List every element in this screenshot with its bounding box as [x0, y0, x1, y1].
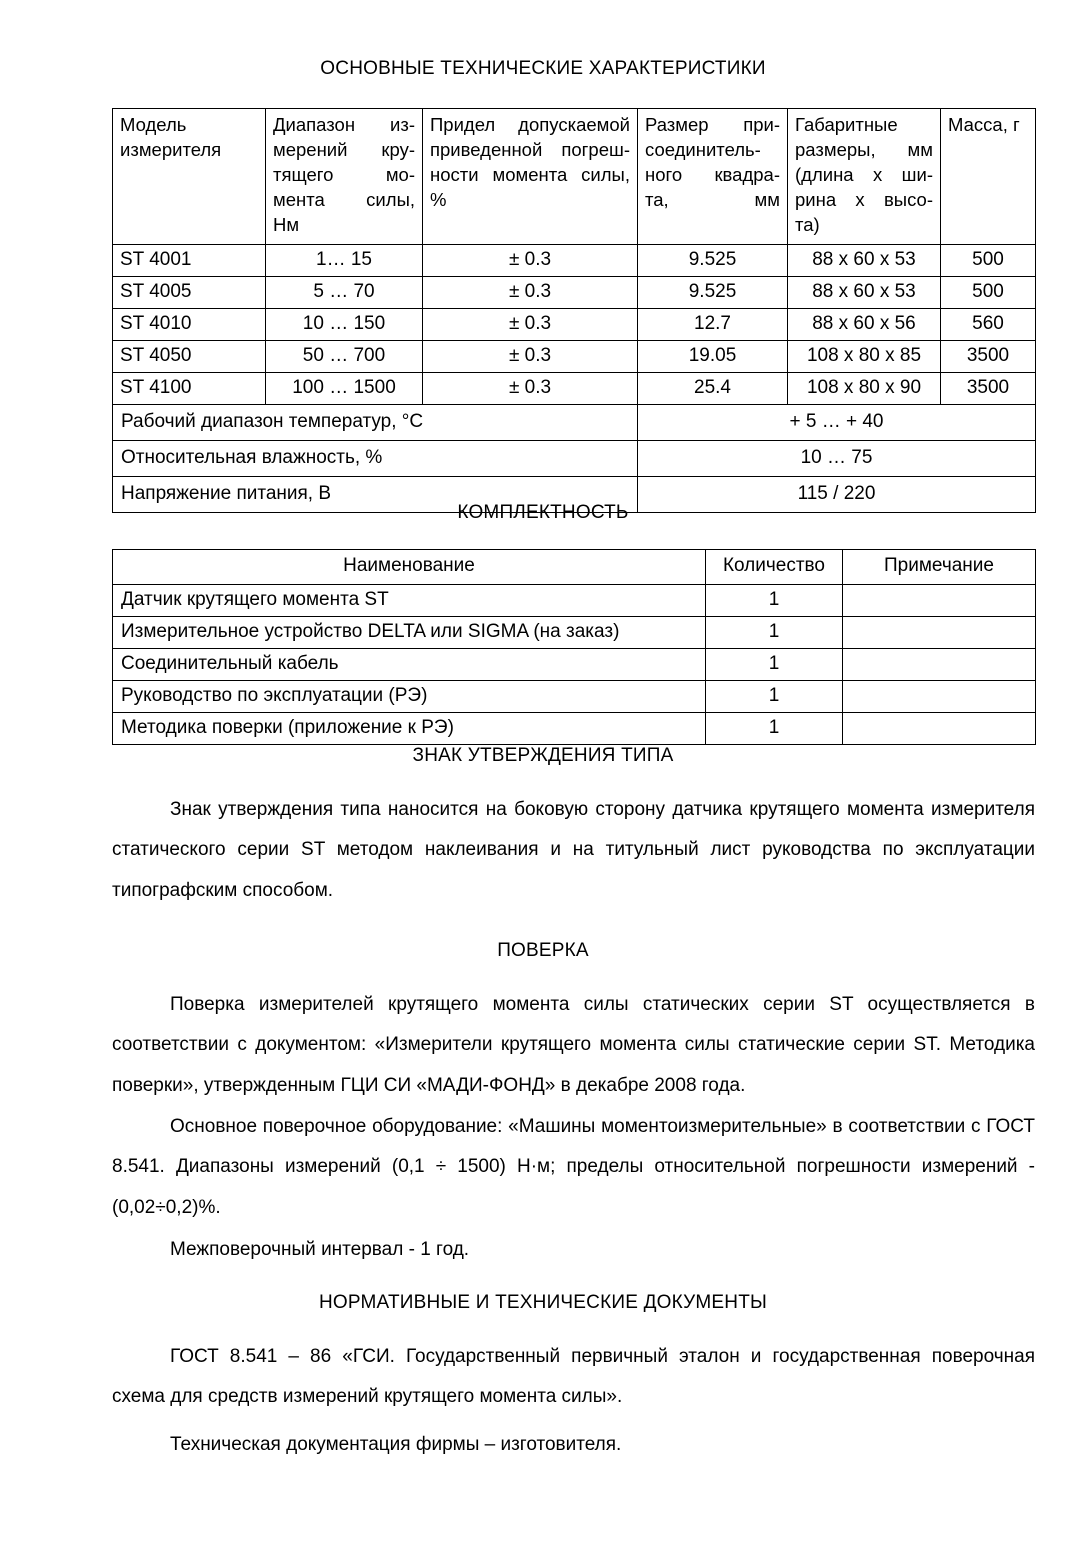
paragraph-verification-2: Основное поверочное оборудование: «Машины моментоизмерительные» в соответствии с ГОСТ 8.541. Диапазоны измерений (0,1 ÷ 1500) Н·м; пределы относительной погрешности измерений - (0,02÷0,2)%.	[112, 1116, 1035, 1218]
cell-item-quantity: 1	[706, 713, 843, 745]
table-row	[113, 649, 1036, 681]
cell-item-note	[843, 649, 1036, 681]
cell-range: 50 … 700	[266, 340, 423, 372]
paragraph-documents-gost: ГОСТ 8.541 – 86 «ГСИ. Государственный первичный эталон и государственная поверочная схема для средств измерений крутящего момента силы».	[112, 1346, 1035, 1408]
cell-dimensions: 108 х 80 х 90	[788, 372, 941, 404]
cell-error: ± 0.3	[423, 308, 638, 340]
header-error-line-4: %	[430, 188, 447, 210]
header-square-line-2: соединитель-	[645, 138, 761, 160]
specs-table	[112, 108, 1036, 513]
header-quantity: Количество	[706, 550, 843, 585]
cell-item-name: Руководство по эксплуатации (РЭ)	[113, 681, 706, 713]
header-error	[423, 109, 638, 245]
cell-error: ± 0.3	[423, 244, 638, 276]
page-title-type-approval: ЗНАК УТВЕРЖДЕНИЯ ТИПА	[412, 745, 674, 766]
cell-model: ST 4100	[113, 372, 266, 404]
cell-square: 12.7	[638, 308, 788, 340]
cell-dimensions: 88 х 60 х 53	[788, 244, 941, 276]
table-row	[113, 244, 1036, 276]
cell-square: 9.525	[638, 244, 788, 276]
summary-value-humidity: 10 … 75	[638, 440, 1036, 476]
cell-item-name: Датчик крутящего момента ST	[113, 585, 706, 617]
cell-error: ± 0.3	[423, 276, 638, 308]
table-row	[113, 340, 1036, 372]
cell-item-quantity: 1	[706, 649, 843, 681]
header-dimensions-line-3: (длина х ши-	[795, 163, 933, 185]
cell-mass: 500	[941, 276, 1036, 308]
cell-item-name: Соединительный кабель	[113, 649, 706, 681]
header-model-line-1: Модель	[120, 114, 187, 135]
page-title-verification: ПОВЕРКА	[497, 940, 589, 961]
header-range-line-4: мента силы,	[273, 188, 415, 210]
header-mass: Масса, г	[941, 109, 1036, 245]
cell-mass: 500	[941, 244, 1036, 276]
cell-range: 5 … 70	[266, 276, 423, 308]
cell-error: ± 0.3	[423, 340, 638, 372]
header-note: Примечание	[843, 550, 1036, 585]
cell-model: ST 4005	[113, 276, 266, 308]
cell-range: 100 … 1500	[266, 372, 423, 404]
cell-item-note	[843, 585, 1036, 617]
header-model-line-2: измерителя	[120, 138, 222, 160]
page-title-documents: НОРМАТИВНЫЕ И ТЕХНИЧЕСКИЕ ДОКУМЕНТЫ	[318, 1292, 768, 1313]
page-title-completeness: КОМПЛЕКТНОСТЬ	[457, 502, 629, 523]
cell-mass: 3500	[941, 372, 1036, 404]
paragraph-verification-interval: Межповерочный интервал - 1 год.	[170, 1239, 470, 1260]
cell-item-quantity: 1	[706, 681, 843, 713]
cell-item-note	[843, 713, 1036, 745]
cell-item-name: Измерительное устройство DELTA или SIGMA (на заказ)	[113, 617, 706, 649]
cell-item-quantity: 1	[706, 585, 843, 617]
cell-square: 25.4	[638, 372, 788, 404]
header-square-line-4: та, мм	[645, 188, 780, 210]
cell-model: ST 4001	[113, 244, 266, 276]
header-range-line-2: мерений кру-	[273, 138, 415, 160]
header-error-line-3: ности момента силы,	[430, 163, 630, 185]
cell-range: 1… 15	[266, 244, 423, 276]
cell-square: 19.05	[638, 340, 788, 372]
page-title-specs: ОСНОВНЫЕ ТЕХНИЧЕСКИЕ ХАРАКТЕРИСТИКИ	[320, 58, 766, 79]
table-row	[113, 308, 1036, 340]
paragraph-documents-technical: Техническая документация фирмы – изготовителя.	[170, 1434, 622, 1455]
table-row	[113, 372, 1036, 404]
header-dimensions-line-2: размеры, мм	[795, 138, 933, 160]
header-error-line-2: приведенной погреш-	[430, 138, 630, 160]
summary-label-temperature: Рабочий диапазон температур, °С	[113, 404, 638, 440]
table-row	[113, 681, 1036, 713]
cell-dimensions: 108 х 80 х 85	[788, 340, 941, 372]
table-row	[113, 617, 1036, 649]
header-range-line-3: тящего мо-	[273, 163, 415, 185]
table-header-row	[113, 109, 1036, 245]
header-square	[638, 109, 788, 245]
paragraph-verification-1: Поверка измерителей крутящего момента силы статических серии ST осуществляется в соответствии с документом: «Измерители крутящего момента силы статические серии ST. Методика поверки», утвержденным ГЦИ СИ «МАДИ-ФОНД» в декабре 2008 года.	[112, 994, 1035, 1096]
header-error-line-1: Придел допускаемой	[430, 114, 630, 135]
cell-mass: 3500	[941, 340, 1036, 372]
cell-item-quantity: 1	[706, 617, 843, 649]
header-square-line-1: Размер при-	[645, 114, 780, 135]
cell-item-name: Методика поверки (приложение к РЭ)	[113, 713, 706, 745]
cell-dimensions: 88 х 60 х 53	[788, 276, 941, 308]
cell-error: ± 0.3	[423, 372, 638, 404]
header-model	[113, 109, 266, 245]
summary-row	[113, 404, 1036, 440]
header-dimensions-line-1: Габаритные	[795, 114, 898, 135]
cell-item-note	[843, 681, 1036, 713]
summary-row	[113, 440, 1036, 476]
summary-label-humidity: Относительная влажность, %	[113, 440, 638, 476]
cell-dimensions: 88 х 60 х 56	[788, 308, 941, 340]
summary-label-voltage: Напряжение питания, В	[113, 476, 638, 512]
header-range-line-1: Диапазон из-	[273, 114, 415, 135]
header-range	[266, 109, 423, 245]
table-header-row	[113, 550, 1036, 585]
summary-value-temperature: + 5 … + 40	[638, 404, 1036, 440]
header-dimensions-line-4: рина х высо-	[795, 188, 933, 210]
table-row	[113, 713, 1036, 745]
completeness-table	[112, 549, 1036, 745]
cell-model: ST 4010	[113, 308, 266, 340]
header-dimensions-line-5: та)	[795, 213, 820, 235]
header-square-line-3: ного квадра-	[645, 163, 780, 185]
header-range-line-5: Нм	[273, 213, 300, 235]
cell-mass: 560	[941, 308, 1036, 340]
paragraph-type-approval: Знак утверждения типа наносится на боковую сторону датчика крутящего момента измерителя статического серии ST методом наклеивания и на титульный лист руководства по эксплуатации типографским способом.	[112, 799, 1035, 901]
header-dimensions	[788, 109, 941, 245]
table-row	[113, 585, 1036, 617]
cell-square: 9.525	[638, 276, 788, 308]
header-name: Наименование	[113, 550, 706, 585]
cell-range: 10 … 150	[266, 308, 423, 340]
cell-model: ST 4050	[113, 340, 266, 372]
summary-value-voltage: 115 / 220	[638, 476, 1036, 512]
table-row	[113, 276, 1036, 308]
cell-item-note	[843, 617, 1036, 649]
